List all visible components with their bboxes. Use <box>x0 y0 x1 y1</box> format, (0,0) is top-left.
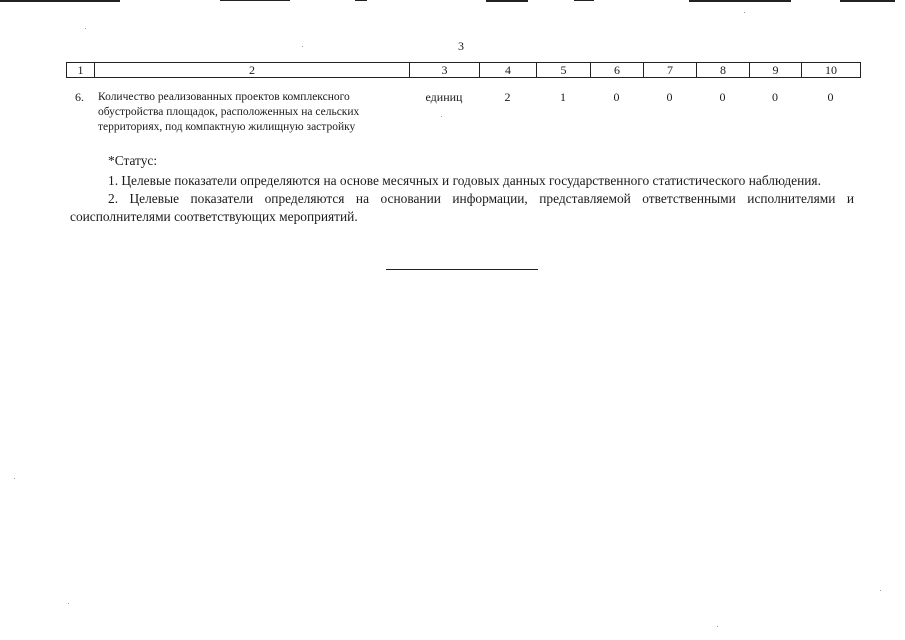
scan-speck <box>68 603 69 604</box>
scan-mark <box>220 0 290 1</box>
indicator-name <box>94 90 409 135</box>
value-cell: 2 <box>504 90 511 104</box>
page-number: 3 <box>458 39 464 53</box>
scan-speck <box>85 28 86 29</box>
table-row <box>66 90 860 135</box>
value-cell: 0 <box>613 90 620 104</box>
value-cell: 0 <box>666 90 673 104</box>
table-header-row <box>66 62 861 78</box>
table-header-cell: 1 <box>67 63 95 77</box>
end-separator-line <box>386 269 538 270</box>
table-header-cell: 5 <box>537 63 591 77</box>
scan-speck <box>717 626 718 627</box>
value-cell: 0 <box>827 90 834 104</box>
indicator-name-line: обустройства площадок, расположенных на сельских <box>98 106 360 118</box>
table-header-cell: 8 <box>697 63 750 77</box>
row-number: 6. <box>75 90 84 104</box>
table-header-cell: 10 <box>802 63 861 77</box>
status-notes <box>70 152 854 226</box>
status-note-item: 1. Целевые показатели определяются на основе месячных и годовых данных государственного статистического наблюдения. <box>108 173 821 188</box>
table-header-cell: 3 <box>410 63 480 77</box>
scan-mark <box>689 0 791 2</box>
scan-mark <box>355 0 367 1</box>
unit-cell: единиц <box>425 90 463 104</box>
scan-mark <box>840 0 895 2</box>
scan-speck <box>14 478 15 479</box>
table-header-cell: 4 <box>480 63 537 77</box>
status-label: *Статус: <box>108 153 158 168</box>
value-cell: 0 <box>772 90 778 104</box>
scan-mark <box>0 0 120 2</box>
table-header-cell: 7 <box>644 63 697 77</box>
value-cell: 1 <box>560 90 566 104</box>
status-note-item: 2. Целевые показатели определяются на основании информации, представляемой ответственными исполнителями и соисполнителями соответствующих мероприятий. <box>70 191 854 224</box>
table-header-cell: 9 <box>750 63 802 77</box>
value-cell: 0 <box>719 90 726 104</box>
indicator-name-line: территориях, под компактную жилищную застройку <box>98 121 356 133</box>
table-header-cell: 6 <box>591 63 644 77</box>
scan-mark <box>574 0 594 1</box>
scan-mark <box>486 0 528 2</box>
scan-speck <box>744 12 745 13</box>
scan-speck <box>880 590 881 591</box>
indicator-name-line: Количество реализованных проектов комплексного <box>98 91 350 103</box>
table-header-cell: 2 <box>95 63 410 77</box>
